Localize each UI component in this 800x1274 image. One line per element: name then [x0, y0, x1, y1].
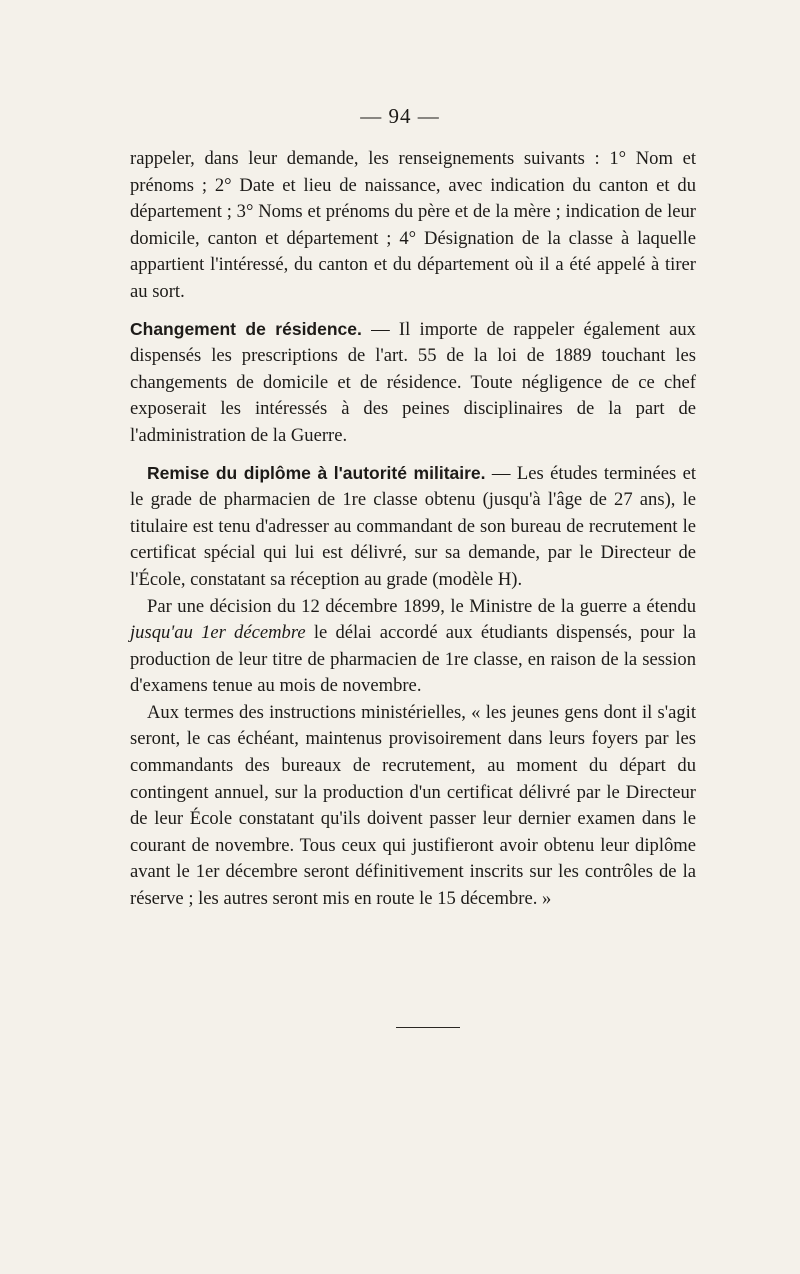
paragraph-text: Par une décision du 12 décembre 1899, le Ministre de la guerre a étendu: [147, 595, 696, 617]
paragraph-ministerial-decision: [130, 594, 696, 700]
paragraph-ministerial-instructions: Aux termes des instructions ministérielles, « les jeunes gens dont il s'agit seront, le cas échéant, maintenus provisoirement dans leurs foyers par les commandants des bureaux de recrutement, au moment du départ du contingent annuel, sur la production d'un certificat délivré par le Directeur de leur École constatant qu'ils doivent passer leur dernier examen dans le courant de novembre. Tous ceux qui justifieront avoir obtenu leur diplôme avant le 1er décembre seront définitivement inscrits sur les contrôles de la réserve ; les autres seront mis en route le 15 décembre. »: [130, 701, 696, 910]
paragraph-text: — Les études terminées et le grade de pharmacien de 1re classe obtenu (jusqu'à l'âge de 27 ans), le titulaire est tenu d'adresser au commandant de son bureau de recrutement le certificat spécial qui lui est délivré, sur sa demande, par le Directeur de l'École, constatant sa réception au grade (modèle H).: [130, 462, 696, 590]
section-heading-residence: Changement de résidence.: [130, 318, 362, 339]
paragraph-text: — Il importe de rappeler également aux dispensés les prescriptions de l'art. 55 de la loi de 1889 touchant les changements de domicile et de résidence. Toute négligence de ce chef exposerait les intéressés à des peines disciplinaires de la part de l'administration de la Guerre.: [130, 318, 696, 446]
paragraph-text: le délai accordé aux étudiants dispensés, pour la production de leur titre de pharmacien de 1re classe, en raison de la session d'examens tenue au mois de novembre.: [130, 622, 696, 697]
page-number: — 94 —: [360, 104, 440, 128]
emphasized-date: jusqu'au 1er décembre: [130, 622, 306, 644]
paragraph-change-of-residence: [130, 316, 696, 450]
page-body: [130, 146, 696, 913]
section-heading-diploma: Remise du diplôme à l'autorité militaire.: [147, 462, 486, 483]
end-rule: [396, 1027, 460, 1028]
paragraph-identification-details: rappeler, dans leur demande, les renseignements suivants : 1° Nom et prénoms ; 2° Date et lieu de naissance, avec indication du canton et du département ; 3° Noms et prénoms du père et de la mère ; indication de leur domicile, canton et département ; 4° Désignation de la classe à laquelle appartient l'intéressé, du canton et du département où il a été appelé à tirer au sort.: [130, 148, 696, 302]
paragraph-diploma-delivery: [130, 460, 696, 594]
